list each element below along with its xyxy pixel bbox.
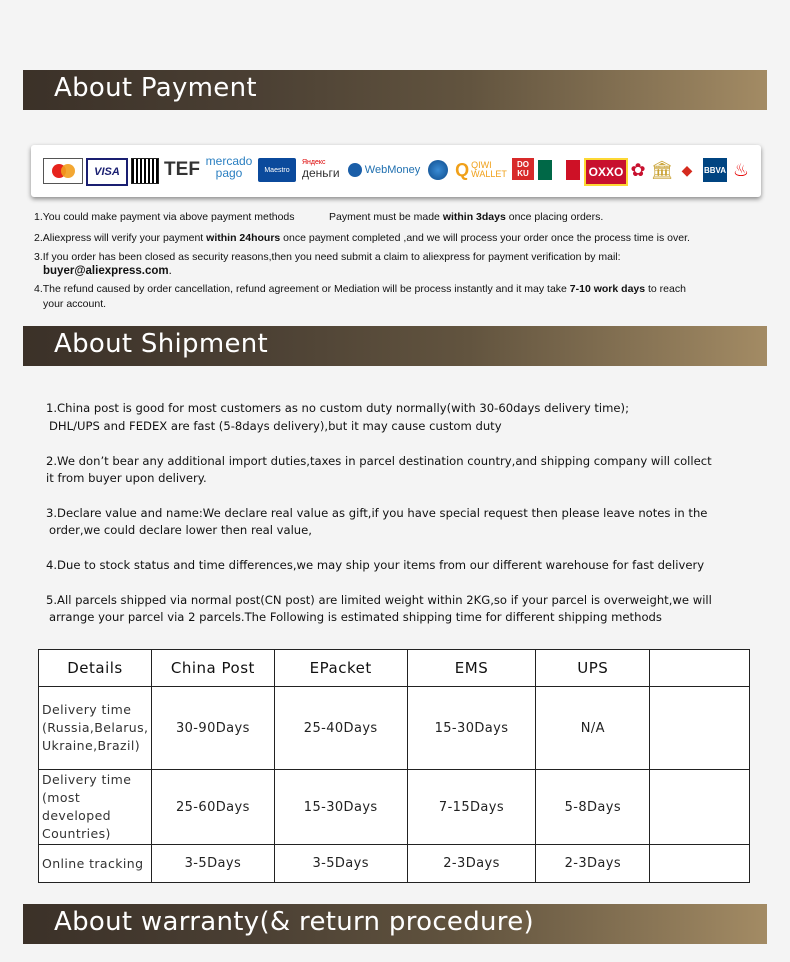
webmoney-logo-icon: WebMoney xyxy=(344,158,424,182)
table-cell: 25-60Days xyxy=(151,770,274,845)
shipment-note-3a: 3.Declare value and name:We declare real value as gift,if you have special request then please leave notes in the xyxy=(46,506,708,520)
payment-note-3-email: buyer@aliexpress.com. xyxy=(43,265,172,277)
table-cell: 15-30Days xyxy=(274,770,407,845)
shipment-note-5a: 5.All parcels shipped via normal post(CN post) are limited weight within 2KG,so if your parcel is overweight,we will xyxy=(46,593,712,607)
table-cell: 25-40Days xyxy=(274,687,407,770)
table-cell xyxy=(650,845,750,883)
shipment-note-2a: 2.We don’t bear any additional import duties,taxes in parcel destination country,and shipping company will collect xyxy=(46,454,712,468)
shipment-note-1a: 1.China post is good for most customers as no custom duty normally(with 30-60days delivery time); xyxy=(46,401,629,415)
shipment-note-5b: arrange your parcel via 2 parcels.The Following is estimated shipping time for different shipping methods xyxy=(49,610,662,624)
maestro-logo-icon: Maestro xyxy=(258,158,296,182)
flower-bank-logo-icon: ✿ xyxy=(630,159,646,180)
row-label: Online tracking xyxy=(39,845,152,883)
table-header-cell: Details xyxy=(39,650,152,687)
table-header-cell xyxy=(650,650,750,687)
table-cell xyxy=(650,687,750,770)
doku-logo-icon: DO KU xyxy=(512,158,534,180)
table-cell: 3-5Days xyxy=(274,845,407,883)
payment-note-1b: Payment must be made within 3days once placing orders. xyxy=(329,211,604,223)
mastercard-logo-icon xyxy=(43,158,83,184)
row-label: Delivery time (Russia,Belarus, Ukraine,Brazil) xyxy=(39,687,152,770)
table-cell: 5-8Days xyxy=(536,770,650,845)
payment-note-4: 4.The refund caused by order cancellation, refund agreement or Mediation will be process instantly and it may take 7-10 work days to reach xyxy=(34,283,686,295)
table-cell: 2-3Days xyxy=(407,845,536,883)
oxxo-logo-icon: OXXO xyxy=(584,158,628,186)
section-header-warranty xyxy=(23,904,767,944)
payment-note-4-cont: your account. xyxy=(43,298,107,310)
hsbc-logo-icon: ◆ xyxy=(681,161,693,178)
table-row xyxy=(39,770,750,845)
payment-methods-strip xyxy=(31,145,761,197)
bank-building-logo-icon: 🏛 xyxy=(650,159,674,180)
section-header-shipment xyxy=(23,326,767,366)
qiwi-wallet-logo-icon: Q QIWI WALLET xyxy=(455,159,507,180)
payment-note-2: 2.Aliexpress will verify your payment within 24hours once payment completed ,and we will process your order once the process time is over. xyxy=(34,232,690,244)
table-cell xyxy=(650,770,750,845)
boleto-logo-icon xyxy=(131,158,159,184)
shipment-note-4: 4.Due to stock status and time differences,we may ship your items from our different warehouse for fast delivery xyxy=(46,558,705,572)
table-cell: 7-15Days xyxy=(407,770,536,845)
table-header-cell: EMS xyxy=(407,650,536,687)
section-header-payment xyxy=(23,70,767,110)
table-row xyxy=(39,687,750,770)
bbva-logo-icon: BBVA xyxy=(703,158,727,182)
section-title: About Shipment xyxy=(54,329,269,359)
section-title: About Payment xyxy=(54,73,257,103)
shipment-note-1b: DHL/UPS and FEDEX are fast (5-8days delivery),but it may cause custom duty xyxy=(49,419,502,433)
section-title: About warranty(& return procedure) xyxy=(54,907,534,937)
shipment-note-2b: it from buyer upon delivery. xyxy=(46,471,207,485)
table-header-cell: UPS xyxy=(536,650,650,687)
mercadopago-logo-icon: mercado pago xyxy=(205,154,253,180)
row-label: Delivery time (most developed Countries) xyxy=(39,770,152,845)
tef-logo-icon: TEF xyxy=(164,159,200,180)
table-cell: N/A xyxy=(536,687,650,770)
visa-logo-icon: VISA xyxy=(86,158,128,186)
globe-logo-icon xyxy=(427,158,449,182)
yandex-money-logo-icon: Яндекс деньги xyxy=(302,159,340,180)
table-header-cell: China Post xyxy=(151,650,274,687)
table-cell: 15-30Days xyxy=(407,687,536,770)
shipment-note-3b: order,we could declare lower then real value, xyxy=(49,523,312,537)
table-header-row xyxy=(39,650,750,687)
table-cell: 30-90Days xyxy=(151,687,274,770)
payment-note-3: 3.If you order has been closed as security reasons,then you need submit a claim to aliexpress for payment verification by mail: xyxy=(34,251,621,263)
table-header-cell: EPacket xyxy=(274,650,407,687)
table-cell: 3-5Days xyxy=(151,845,274,883)
table-cell: 2-3Days xyxy=(536,845,650,883)
payment-note-1a: 1.You could make payment via above payment methods xyxy=(34,211,295,223)
shipping-time-table xyxy=(38,649,750,883)
santander-logo-icon: ♨ xyxy=(732,159,750,180)
mexico-flag-icon xyxy=(538,158,580,182)
table-row xyxy=(39,845,750,883)
